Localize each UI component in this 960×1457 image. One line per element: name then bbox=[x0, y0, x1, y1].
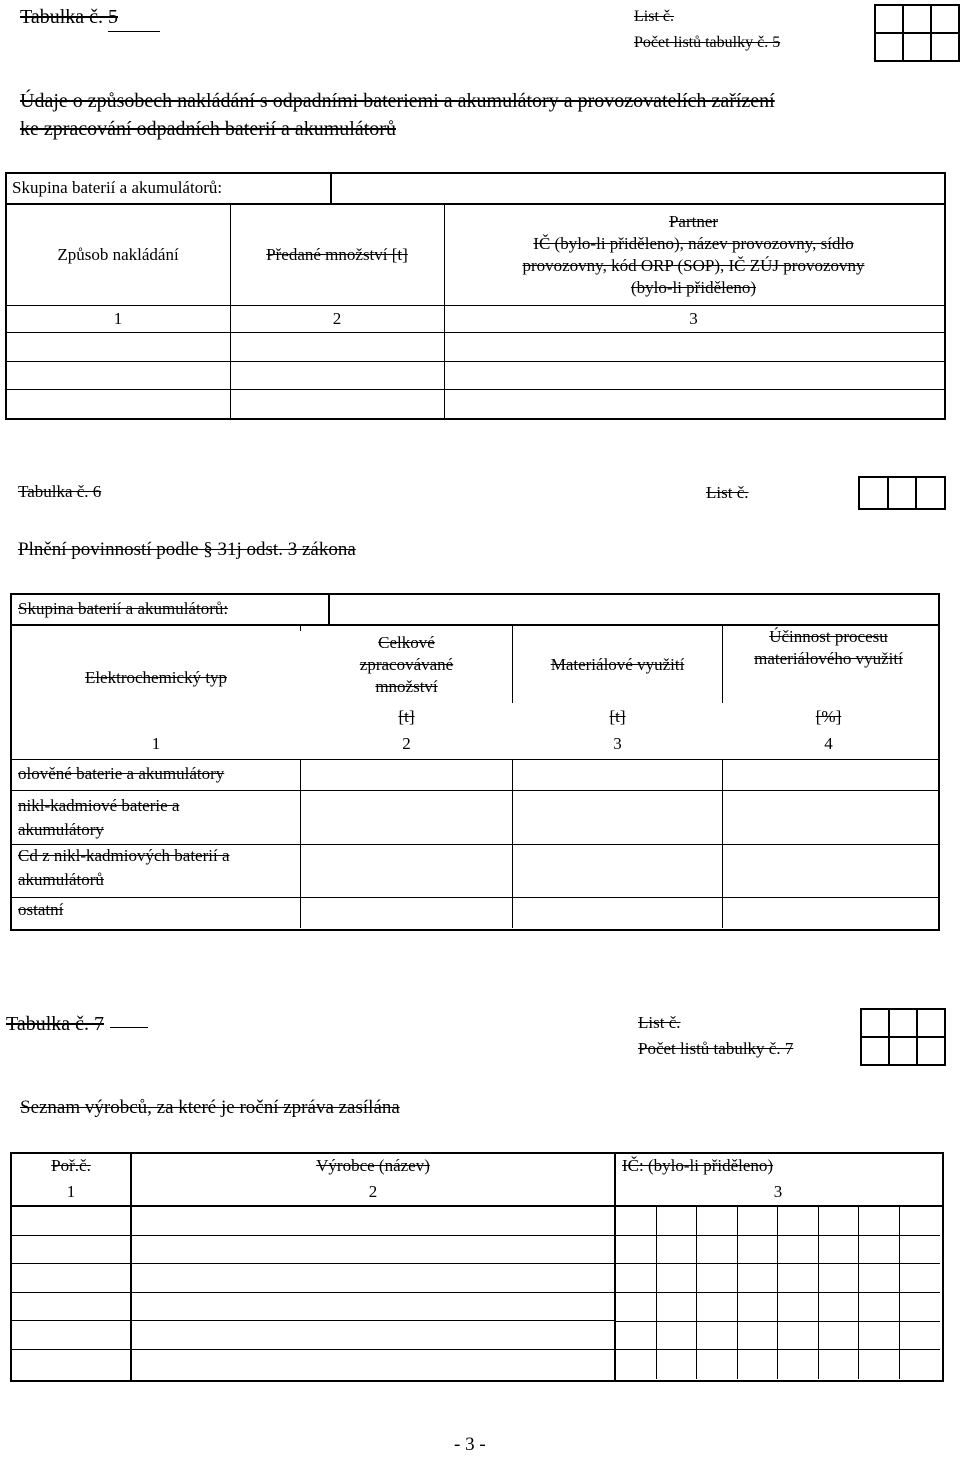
t6-row3-cell3[interactable] bbox=[513, 845, 721, 896]
t5-list-label: List č. bbox=[634, 8, 674, 25]
t7-num-2: 2 bbox=[368, 1181, 378, 1201]
t6-row2-cell3[interactable] bbox=[513, 791, 721, 843]
t6-row2-cell4[interactable] bbox=[723, 791, 933, 843]
t7-sheet-number-box[interactable] bbox=[860, 1008, 946, 1066]
t6-col2-l2: zpracovávané bbox=[359, 654, 454, 674]
t5-col1-header: Způsob nakládání bbox=[57, 244, 179, 264]
t6-row1-label: olověné baterie a akumulátory bbox=[18, 764, 225, 783]
t7-heading: Seznam výrobců, za které je roční zpráva zasílána bbox=[20, 1097, 400, 1118]
t6-col2-l3: množství bbox=[375, 677, 438, 697]
t6-heading: Plnění povinností podle § 31j odst. 3 zákona bbox=[18, 539, 356, 560]
t6-col3-header: Materiálové využití bbox=[550, 654, 685, 674]
t5-group-input[interactable] bbox=[332, 176, 938, 202]
t6-col2-l1: Celkové bbox=[378, 632, 435, 652]
t6-title: Tabulka č. 6 bbox=[18, 482, 102, 501]
t5-num-2: 2 bbox=[332, 308, 342, 328]
t6-num-4: 4 bbox=[824, 733, 833, 753]
t6-num-2: 2 bbox=[402, 733, 411, 753]
t6-col4-l1: Účinnost procesu bbox=[769, 627, 888, 646]
t6-row4-cell3[interactable] bbox=[513, 898, 721, 926]
t7-col1-header: Poř.č. bbox=[51, 1155, 91, 1175]
t5-heading-line2: ke zpracování odpadních baterií a akumulátorů bbox=[20, 118, 396, 140]
t6-num-3: 3 bbox=[613, 733, 622, 753]
t6-row1-cell3[interactable] bbox=[513, 761, 721, 789]
t5-row2-cell2[interactable] bbox=[231, 362, 443, 388]
t6-row1-cell4[interactable] bbox=[723, 761, 933, 789]
t7-col1-inputs[interactable] bbox=[12, 1207, 130, 1377]
t5-row3-cell3[interactable] bbox=[445, 390, 942, 416]
t5-col3-line1: IČ (bylo-li přiděleno), název provozovny, sídlo bbox=[533, 233, 854, 253]
t6-row3-cell2[interactable] bbox=[301, 845, 511, 896]
t5-row1-cell1[interactable] bbox=[7, 333, 229, 360]
t5-heading-line1: Údaje o způsobech nakládání s odpadními bateriemi a akumulátory a provozovatelích zařízení bbox=[20, 90, 775, 112]
t6-row4-cell4[interactable] bbox=[723, 898, 933, 926]
t5-col3-line3: (bylo-li přiděleno) bbox=[630, 278, 757, 298]
t7-col2-header: Výrobce (název) bbox=[316, 1155, 430, 1175]
t5-num-1: 1 bbox=[113, 308, 123, 328]
t7-list-label: List č. bbox=[638, 1013, 681, 1032]
t5-title-underline bbox=[108, 31, 160, 32]
t5-col3-header bbox=[445, 205, 942, 305]
t6-col1-header: Elektrochemický typ bbox=[84, 667, 228, 687]
t5-sheet-number-box[interactable] bbox=[874, 4, 960, 62]
page-number: - 3 - bbox=[454, 1434, 486, 1455]
t6-col2-header bbox=[301, 626, 512, 704]
t6-row4-cell2[interactable] bbox=[301, 898, 511, 926]
t6-group-input[interactable] bbox=[330, 596, 934, 622]
t6-unit-3: [t] bbox=[609, 706, 626, 726]
t5-col3-title: Partner bbox=[668, 211, 719, 231]
t6-group-label: Skupina baterií a akumulátorů: bbox=[18, 599, 229, 618]
t7-ic-digit-grid[interactable] bbox=[616, 1207, 940, 1379]
t5-title: Tabulka č. 5 bbox=[20, 6, 119, 28]
t5-group-label: Skupina baterií a akumulátorů: bbox=[12, 178, 223, 197]
t5-col2-header: Předané množství [t] bbox=[266, 244, 408, 264]
t7-col3-header: IČ: (bylo-li přiděleno) bbox=[622, 1155, 774, 1175]
t5-num-3: 3 bbox=[689, 308, 698, 328]
t5-col3-line2: provozovny, kód ORP (SOP), IČ ZÚJ provozovny bbox=[522, 256, 865, 275]
t5-row1-cell2[interactable] bbox=[231, 333, 443, 360]
t5-row1-cell3[interactable] bbox=[445, 333, 942, 360]
t6-row2-l1: nikl-kadmiové baterie a bbox=[18, 796, 180, 815]
t7-num-1: 1 bbox=[66, 1181, 76, 1201]
t6-num-1: 1 bbox=[151, 733, 161, 753]
t6-row2-l2: akumulátory bbox=[18, 820, 104, 839]
t5-row2-cell1[interactable] bbox=[7, 362, 229, 388]
t7-num-3: 3 bbox=[773, 1181, 783, 1201]
t6-row3-l2: akumulátorů bbox=[18, 870, 104, 889]
t7-count-label: Počet listů tabulky č. 7 bbox=[638, 1039, 794, 1058]
t5-row3-cell1[interactable] bbox=[7, 390, 229, 416]
t7-title: Tabulka č. 7 bbox=[6, 1013, 105, 1035]
t6-row1-cell2[interactable] bbox=[301, 761, 511, 789]
t6-row3-cell4[interactable] bbox=[723, 845, 933, 896]
t6-unit-4: [%] bbox=[815, 706, 842, 726]
t6-row4-label: ostatní bbox=[18, 900, 64, 919]
t6-row2-cell2[interactable] bbox=[301, 791, 511, 843]
t6-list-label: List č. bbox=[706, 483, 749, 502]
t6-col4-l2: materiálového využití bbox=[754, 649, 903, 669]
t6-sheet-number-box[interactable] bbox=[858, 476, 946, 510]
t5-row3-cell2[interactable] bbox=[231, 390, 443, 416]
t6-row3-l1: Cd z nikl-kadmiových baterií a bbox=[18, 846, 230, 865]
t7-title-underline bbox=[110, 1027, 148, 1028]
t7-col2-inputs[interactable] bbox=[132, 1207, 614, 1377]
t5-row2-cell3[interactable] bbox=[445, 362, 942, 388]
t6-unit-2: [t] bbox=[398, 706, 415, 726]
t5-count-label: Počet listů tabulky č. 5 bbox=[634, 34, 781, 51]
t6-col4-header bbox=[723, 626, 934, 704]
